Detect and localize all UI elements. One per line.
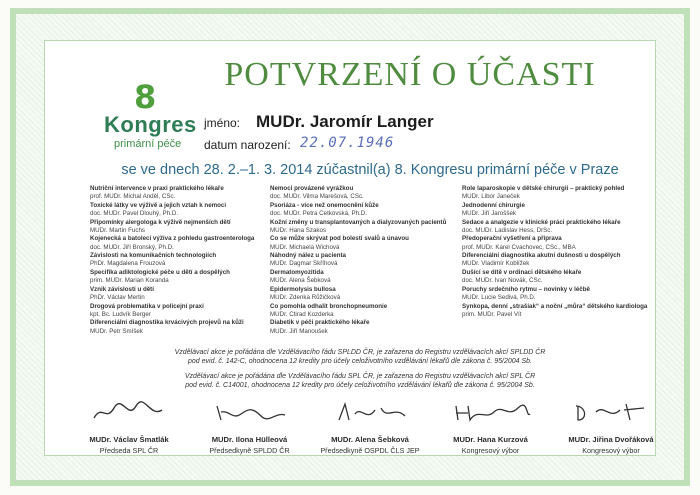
lecturer-name: doc. MUDr. Vilma Marešová, CSc. [270,193,364,201]
lecturer-name: MUDr. Ctirad Kozderka [270,310,334,318]
lecture-title: Drogová problematika v policejní praxi [90,302,204,310]
program-entry [90,219,260,235]
lecture-title: Role laparoskopie v dětské chirurgii – praktický pohled [462,185,625,192]
program-entry [90,286,260,302]
accreditation-line: pod evid. č. C14001, ohodnocena 12 kredity pro účely celoživotního vzdělávání lékařů dle zákona č. 95/2004 Sb. [185,382,535,389]
name-label: jméno: [204,116,241,130]
program-column-1 [90,185,260,336]
certificate-title: POTVRZENÍ O ÚČASTI [224,56,596,93]
accreditation-line: Vzdělávací akce je pořádána dle Vzdělávacího řádu SPL ČR, je zařazena do Registru vzdělávacích akcí SPL ČR [184,373,536,380]
lecture-title: Diferenciální diagnostika krvácivých projevů na kůži [90,319,244,327]
lecture-title: Poruchy srdečního rytmu – novinky v léčbě [462,285,590,293]
program-entry [270,319,460,335]
lecture-title: Synkopa, denní „strašíak“ a noční „můra“ dětského kardiologa [462,302,648,310]
signature-block [191,400,309,455]
signatory-name: MUDr. Ilona Hülleová [211,435,288,444]
program-entry [270,202,460,218]
lecturer-name: MUDr. Alena Šebková [270,277,331,285]
lecturer-name: doc. MUDr. Ivan Novák, CSc. [462,277,543,285]
signature-block [432,400,550,455]
lecture-title: Diabetik v péči praktického lékaře [270,319,370,327]
lecture-title: Co pomohla odhalit bronchopneumonie [270,302,388,310]
logo-number: 8 [134,78,157,116]
lecturer-name: doc. MUDr. Ladislav Hess, DrSc. [462,226,553,234]
lecture-title: Dušící se dítě v ordinaci dětského lékaře [462,268,582,276]
lecture-title: Předoperační vyšetření a příprava [462,235,562,243]
signature-block [311,400,429,455]
lecturer-name: doc. MUDr. Jiří Bronský, Ph.D. [90,243,174,251]
lecture-title: Vznik závislosti u dětí [90,285,154,293]
lecture-title: Psoriáza - více než onemocnění kůže [270,201,379,209]
birth-label: datum narození: [204,138,291,152]
signatory-role: Kongresový výbor [582,446,640,455]
lecturer-name: MUDr. Dagmar Skříhová [270,260,338,268]
lecture-title: Epidermolysis bullosa [270,285,336,293]
program-entry [270,235,460,251]
program-entry [462,286,662,302]
accreditation-line: pod evid. č. 142-C, ohodnocena 12 kredity pro účely celoživotního vzdělávání lékařů dle zákona č. 95/2004 Sb. [188,358,532,365]
signatory-name: MUDr. Alena Šebková [331,435,409,444]
lecture-title: Nutriční intervence v praxi praktického lékaře [90,185,224,192]
birth-date-handwritten: 22.07.1946 [300,135,395,151]
signatory-role: Předsedkyně OSPDL ČLS JEP [320,446,420,455]
program-entry [462,269,662,285]
program-entry [270,303,460,319]
program-entry [270,252,460,268]
lecture-title: Kožní změny u transplantovaných a dialyzovaných pacientů [270,218,447,226]
program-entry [270,219,460,235]
program-entry [90,235,260,251]
signatory-name: MUDr. Jiřina Dvořáková [568,435,654,444]
lecture-title: Co se může skrývat pod bolestí svalů a únavou [270,235,409,243]
lecture-title: Kojenecká a batolecí výživa z pohledu gastroenterologa [90,235,255,243]
lecturer-name: kpt. Bc. Ludvík Berger [90,310,151,318]
signatory-name: MUDr. Hana Kurzová [453,435,528,444]
lecture-title: Připomínky alergologa k výživě nejmenších dětí [90,218,231,226]
lecturer-name: prim. MUDr. Pavel Vít [462,310,522,318]
lecture-title: Závislosti na komunikačních technologiích [90,252,217,260]
lecturer-name: prof. MUDr. Karel Cvachovec, CSc., MBA [462,243,576,251]
handwritten-signature [84,400,174,424]
program-entry [462,219,662,235]
lecture-title: Dermatomyozitida [270,268,324,276]
lecturer-name: MUDr. Martin Fuchs [90,226,146,234]
program-entry [462,202,662,218]
lecture-title: Nemoci provázené vyrážkou [270,185,354,192]
program-entry [90,202,260,218]
logo-word: Kongres [104,112,197,137]
signature-block [70,400,188,455]
lecturer-name: MUDr. Vladimír Koblížek [462,260,530,268]
program-entry [462,185,662,201]
participation-statement: se ve dnech 28. 2.–1. 3. 2014 zúčastnil(a) 8. Kongresu primární péče v Praze [121,162,619,178]
signatory-role: Předsedkyně SPLDD ČR [209,446,290,455]
lecturer-name: prim. MUDr. Marian Koranda [90,277,169,285]
program-entry [270,185,460,201]
lecturer-name: MUDr. Jiří Manoušek [270,327,328,335]
signatory-role: Předseda SPL ČR [99,446,159,455]
lecture-title: Toxické látky ve výživě a jejich vztah k nemoci [90,201,227,209]
lecturer-name: MUDr. Michaela Wichová [270,243,340,251]
handwritten-signature [566,400,656,424]
program-entry [90,252,260,268]
program-entry [90,269,260,285]
program-column-2 [270,185,460,336]
lecturer-name: MUDr. Lucie Sedivá, Ph.D. [462,293,536,301]
handwritten-signature [446,400,536,424]
lecturer-name: doc. MUDr. Petra Cetkovská, Ph.D. [270,210,367,217]
program-entry [90,319,260,335]
program-column-3 [462,185,662,319]
accreditation-line: Vzdělávací akce je pořádána dle Vzdělávacího řádu SPLDD ČR, je zařazena do Registru vzdělávacích akcí SPLDD ČR [174,349,546,356]
program-entry [270,286,460,302]
program-entry [270,269,460,285]
lecture-title: Náhodný nález u pacienta [270,252,346,260]
lecture-title: Jednodenní chirurgie [462,201,525,209]
lecturer-name: MUDr. Jiří Jaroššek [462,210,516,217]
program-entry [90,303,260,319]
program-entry [462,235,662,251]
signatory-role: Kongresový výbor [461,446,520,455]
program-entry [462,252,662,268]
lecturer-name: MUDr. Zdenka Růžičková [270,293,341,301]
lecturer-name: PhDr. Magdalena Frouzová [90,260,166,268]
signature-row [70,400,670,455]
program-entry [90,185,260,201]
lecturer-name: prof. MUDr. Michal Anděl, CSc. [90,193,176,201]
handwritten-signature [325,400,415,424]
lecture-title: Diferenciální diagnostika akutní dušnosti u dospělých [462,252,621,260]
lecturer-name: doc. MUDr. Pavel Dlouhý, Ph.D. [90,210,179,217]
participant-name: MUDr. Jaromír Langer [256,112,434,131]
program-entry [462,303,662,319]
handwritten-signature [205,400,295,424]
lecturer-name: MUDr. Hana Szakos [270,226,327,234]
lecturer-name: MUDr. Petr Smíšek [90,327,143,335]
lecture-title: Sedace a analgezie v klinické práci praktického lékaře [462,218,621,226]
signature-block [552,400,670,455]
lecture-title: Specifika adiktologické péče u dětí a dospělých [90,268,230,276]
logo-subtitle: primární péče [114,138,182,150]
lecturer-name: MUDr. Libor Janeček [462,193,520,201]
lecturer-name: PhDr. Václav Mertin [90,293,145,301]
signatory-name: MUDr. Václav Šmatlák [89,435,169,444]
